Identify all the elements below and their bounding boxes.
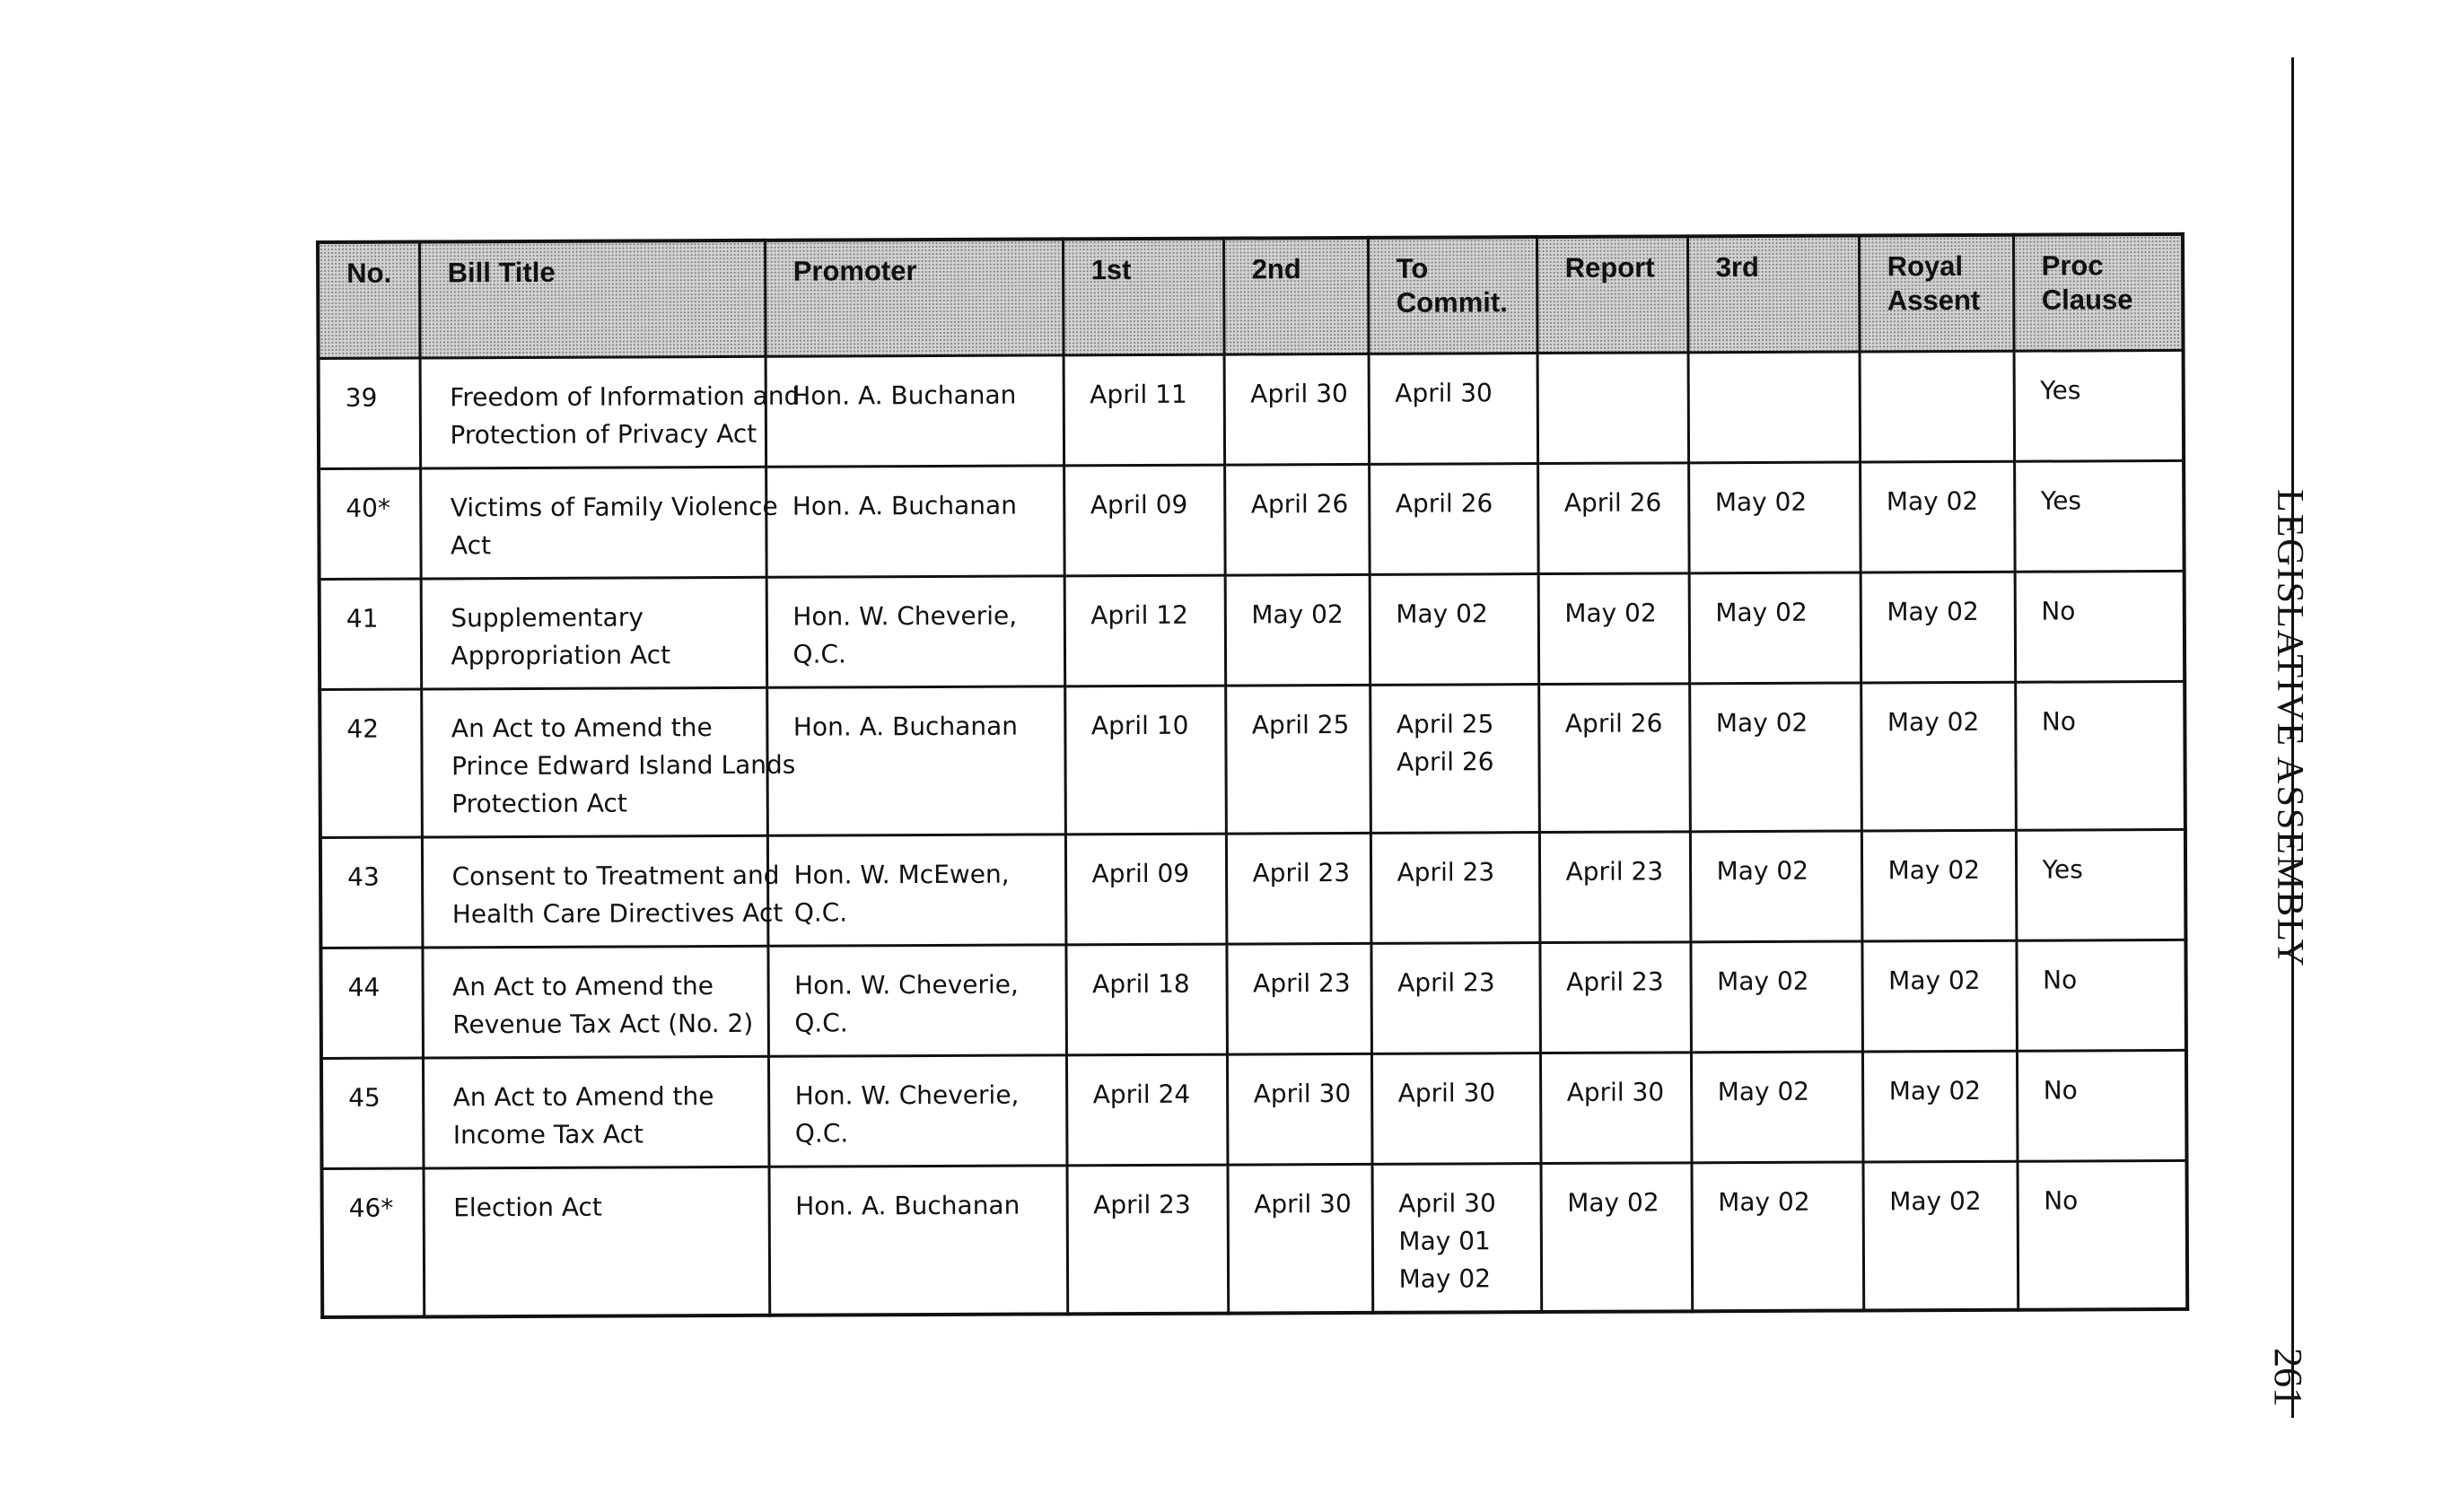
- first-reading-cell: April 23: [1067, 1165, 1229, 1314]
- table-row: [320, 829, 2186, 948]
- second-reading-cell: April 30: [1224, 354, 1370, 465]
- proc-clause-cell: No: [2017, 1050, 2187, 1161]
- column-header-bill-title: Bill Title: [419, 240, 766, 358]
- proc-clause-cell: No: [2017, 1160, 2187, 1309]
- table-row: [320, 681, 2185, 837]
- bill-title-cell: Supplementary Appropriation Act: [421, 577, 767, 689]
- royal-assent-cell: May 02: [1861, 830, 2017, 941]
- column-header-proc-clause: Proc Clause: [2013, 234, 2184, 351]
- second-reading-cell: April 26: [1224, 464, 1370, 575]
- third-reading-cell: May 02: [1691, 1052, 1863, 1163]
- proc-clause-cell: No: [2016, 940, 2186, 1051]
- to-commit-cell: May 02: [1370, 574, 1539, 686]
- to-commit-cell: April 23: [1370, 833, 1540, 944]
- table-row: [321, 1050, 2187, 1168]
- third-reading-cell: May 02: [1690, 941, 1862, 1053]
- bill-title-cell: An Act to Amend the Prince Edward Island Lands Protection Act: [421, 687, 767, 837]
- third-reading-cell: May 02: [1689, 572, 1861, 684]
- first-reading-cell: April 12: [1064, 575, 1226, 686]
- bill-number-cell: 40*: [319, 468, 421, 579]
- bill-number-cell: 39: [319, 358, 421, 468]
- table-row: [320, 571, 2185, 689]
- column-header-second-reading: 2nd: [1223, 238, 1369, 354]
- first-reading-cell: April 09: [1065, 834, 1227, 945]
- report-cell: April 23: [1539, 942, 1691, 1053]
- third-reading-cell: May 02: [1690, 831, 1862, 942]
- to-commit-cell: April 30: [1369, 354, 1538, 465]
- to-commit-cell: April 30 May 01 May 02: [1372, 1164, 1542, 1313]
- bill-number-cell: 41: [320, 579, 422, 689]
- second-reading-cell: May 02: [1225, 574, 1370, 686]
- proc-clause-cell: Yes: [2016, 829, 2186, 940]
- royal-assent-cell: May 02: [1861, 682, 2016, 831]
- bills-table: [316, 232, 2189, 1319]
- column-header-third-reading: 3rd: [1687, 235, 1860, 352]
- promoter-cell: Hon. W. Cheverie, Q.C.: [768, 1055, 1067, 1167]
- promoter-cell: Hon. A. Buchanan: [766, 466, 1064, 577]
- to-commit-cell: April 26: [1369, 464, 1538, 575]
- promoter-cell: Hon. W. Cheverie, Q.C.: [766, 576, 1065, 687]
- second-reading-cell: April 23: [1226, 943, 1371, 1054]
- promoter-cell: Hon. W. Cheverie, Q.C.: [767, 945, 1066, 1056]
- promoter-cell: Hon. A. Buchanan: [769, 1166, 1068, 1315]
- proc-clause-cell: No: [2015, 571, 2185, 682]
- proc-clause-cell: No: [2015, 681, 2185, 830]
- promoter-cell: Hon. A. Buchanan: [766, 355, 1064, 467]
- first-reading-cell: April 10: [1064, 686, 1226, 835]
- royal-assent-cell: May 02: [1862, 1051, 2018, 1162]
- royal-assent-cell: [1860, 351, 2015, 462]
- first-reading-cell: April 18: [1065, 944, 1227, 1055]
- third-reading-cell: May 02: [1691, 1162, 1863, 1311]
- first-reading-cell: April 09: [1064, 465, 1225, 576]
- report-cell: May 02: [1538, 573, 1690, 685]
- proc-clause-cell: Yes: [2014, 460, 2185, 572]
- royal-assent-cell: May 02: [1862, 1161, 2018, 1310]
- report-cell: April 26: [1537, 463, 1689, 574]
- to-commit-cell: April 25 April 26: [1370, 685, 1539, 834]
- second-reading-cell: April 25: [1225, 685, 1370, 834]
- table-row: [319, 460, 2185, 579]
- to-commit-cell: April 30: [1371, 1053, 1541, 1165]
- royal-assent-cell: May 02: [1861, 940, 2017, 1052]
- bill-number-cell: 45: [321, 1058, 424, 1168]
- bill-title-cell: An Act to Amend the Revenue Tax Act (No. 2): [422, 946, 768, 1058]
- bill-title-cell: Election Act: [424, 1167, 770, 1316]
- report-cell: May 02: [1541, 1163, 1693, 1312]
- third-reading-cell: [1688, 352, 1861, 463]
- second-reading-cell: April 30: [1228, 1164, 1373, 1313]
- royal-assent-cell: May 02: [1861, 572, 2016, 683]
- running-header: LEGISLATIVE ASSEMBLY: [2269, 489, 2310, 968]
- to-commit-cell: April 23: [1370, 943, 1540, 1054]
- bill-number-cell: 46*: [322, 1168, 425, 1317]
- bill-title-cell: An Act to Amend the Income Tax Act: [423, 1056, 769, 1168]
- bill-number-cell: 42: [320, 689, 422, 837]
- first-reading-cell: April 24: [1066, 1054, 1228, 1166]
- table-row: [319, 350, 2185, 468]
- proc-clause-cell: Yes: [2014, 350, 2185, 461]
- table-row: [322, 1160, 2188, 1317]
- table-row: [320, 940, 2186, 1058]
- first-reading-cell: April 11: [1064, 354, 1225, 466]
- column-header-no: No.: [318, 241, 420, 358]
- report-cell: April 23: [1539, 832, 1691, 943]
- royal-assent-cell: May 02: [1860, 461, 2015, 572]
- bill-number-cell: 43: [320, 837, 423, 948]
- column-header-first-reading: 1st: [1063, 239, 1224, 355]
- promoter-cell: Hon. A. Buchanan: [766, 686, 1065, 835]
- second-reading-cell: April 23: [1226, 833, 1371, 944]
- promoter-cell: Hon. W. McEwen, Q.C.: [767, 835, 1066, 946]
- bill-title-cell: Victims of Family Violence Act: [420, 467, 766, 579]
- column-header-to-commit: To Commit.: [1368, 237, 1537, 354]
- bill-number-cell: 44: [320, 948, 423, 1058]
- table-header-row: [318, 234, 2184, 359]
- report-cell: April 26: [1538, 684, 1690, 833]
- column-header-promoter: Promoter: [765, 239, 1064, 356]
- column-header-royal-assent: Royal Assent: [1859, 235, 2014, 352]
- bill-title-cell: Consent to Treatment and Health Care Directives Act: [422, 835, 768, 948]
- third-reading-cell: May 02: [1689, 683, 1861, 832]
- third-reading-cell: May 02: [1688, 462, 1861, 573]
- report-cell: April 30: [1540, 1053, 1692, 1164]
- page-number: 261: [2266, 1348, 2310, 1407]
- column-header-report: Report: [1537, 236, 1688, 353]
- second-reading-cell: April 30: [1227, 1053, 1372, 1165]
- bill-title-cell: Freedom of Information and Protection of Privacy Act: [420, 356, 766, 468]
- report-cell: [1537, 353, 1689, 464]
- bills-table-body: [319, 350, 2188, 1317]
